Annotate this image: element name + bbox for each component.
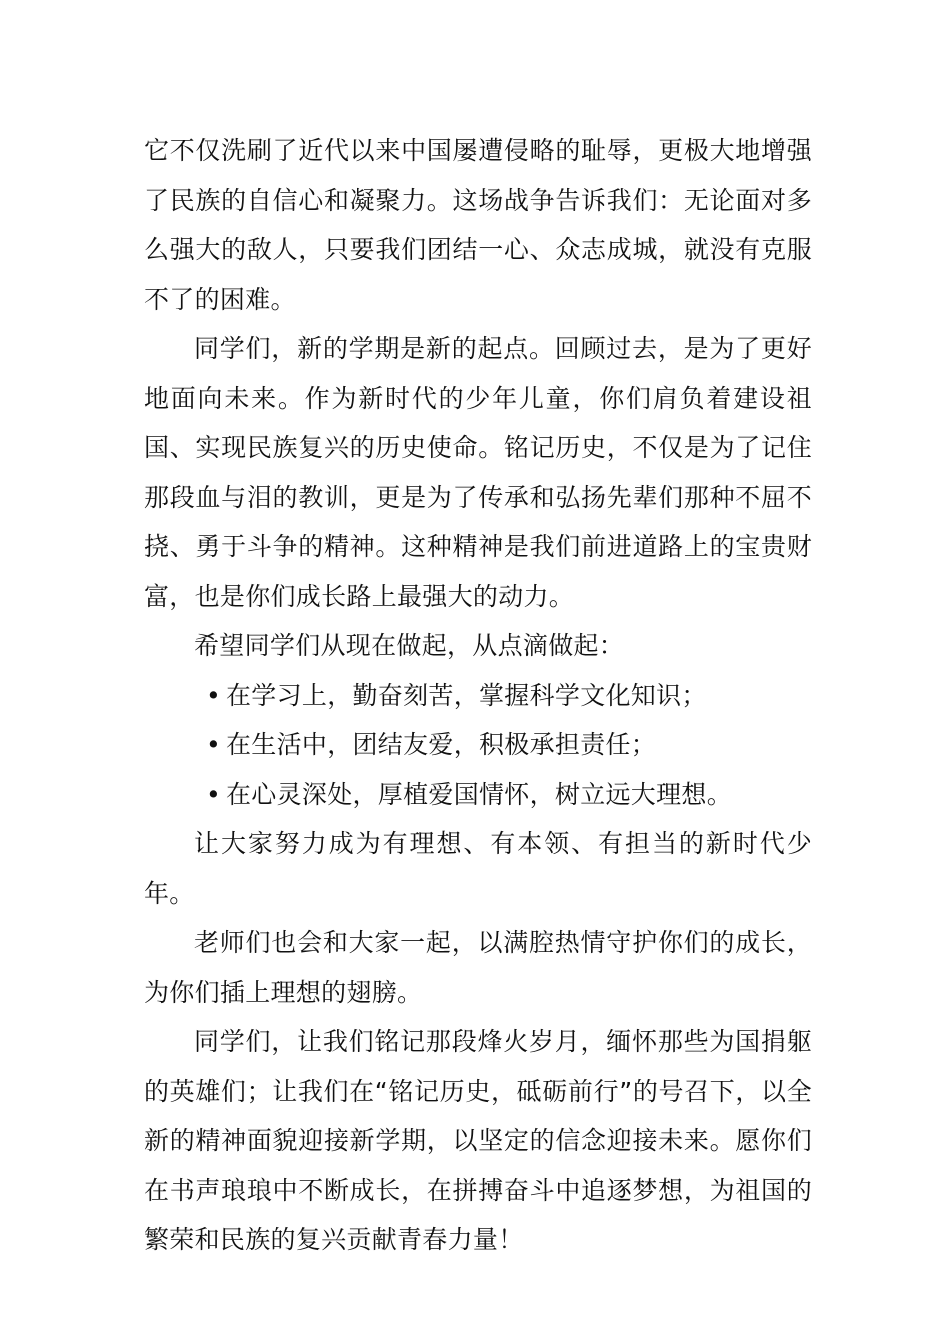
paragraph-closing: 同学们，让我们铭记那段烽火岁月，缅怀那些为国捐躯的英雄们；让我们在“铭记历史，砥砺前行”的号召下，以全新的精神面貌迎接新学期，以坚定的信念迎接未来。愿你们在书声琅琅中不断成长，在拼搏奋斗中追逐梦想，为祖国的繁荣和民族的复兴贡献青春力量！: [144, 1027, 812, 1254]
paragraph-new-semester: 同学们，新的学期是新的起点。回顾过去，是为了更好地面向未来。作为新时代的少年儿童，你们肩负着建设祖国、实现民族复兴的历史使命。铭记历史，不仅是为了记住那段血与泪的教训，更是为了传承和弘扬先辈们那种不屈不挠、勇于斗争的精神。这种精神是我们前进道路上的宝贵财富，也是你们成长路上最强大的动力。: [144, 334, 812, 611]
bullet-icon: •: [206, 779, 222, 809]
list-item-text: 在学习上，勤奋刻苦，掌握科学文化知识；: [226, 680, 707, 710]
list-item-text: 在心灵深处，厚植爱国情怀，树立远大理想。: [226, 779, 733, 809]
hope-list: [144, 671, 812, 820]
list-item: [144, 770, 812, 820]
bullet-icon: •: [206, 730, 222, 759]
bullet-icon: •: [206, 680, 222, 710]
paragraph-war-significance: 它不仅洗刷了近代以来中国屡遭侵略的耻辱，更极大地增强了民族的自信心和凝聚力。这场战争告诉我们：无论面对多么强大的敌人，只要我们团结一心、众志成城，就没有克服不了的困难。: [144, 136, 812, 314]
paragraph-goal: 让大家努力成为有理想、有本领、有担当的新时代少年。: [144, 829, 812, 908]
list-item: [144, 720, 812, 770]
list-item: [144, 671, 812, 721]
list-item-text: 在生活中，团结友爱，积极承担责任；: [226, 730, 657, 759]
paragraph-teachers: 老师们也会和大家一起，以满腔热情守护你们的成长，为你们插上理想的翅膀。: [144, 928, 812, 1007]
paragraph-hope-intro: 希望同学们从现在做起，从点滴做起：: [194, 631, 625, 660]
document-body: [144, 126, 812, 1265]
